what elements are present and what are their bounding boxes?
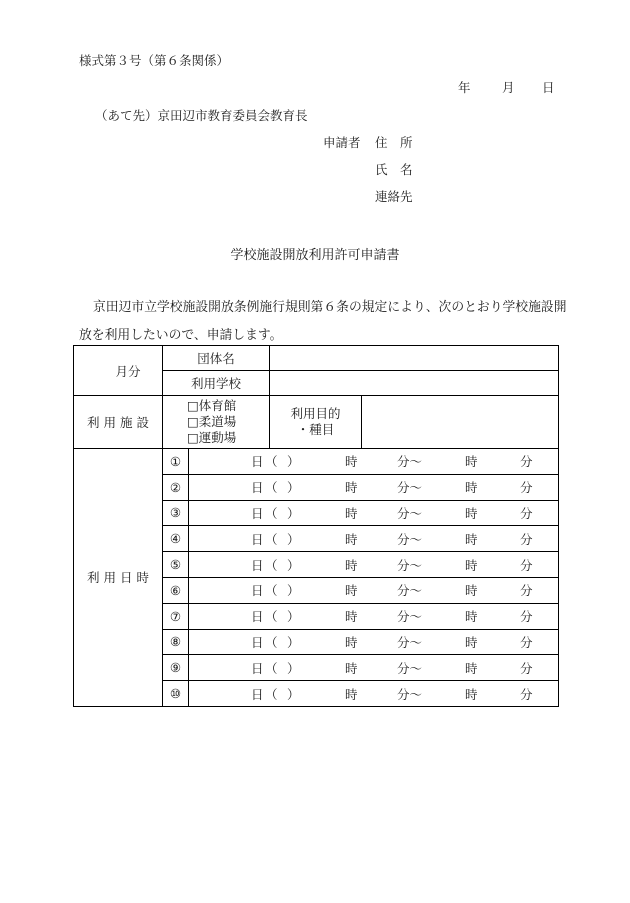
slot-end-hour-word: 時 (465, 557, 478, 573)
slot-day-word: 日 (251, 557, 264, 573)
slot-end-hour-word: 時 (465, 454, 478, 470)
slot-start-minute-word: 分～ (397, 531, 423, 547)
school-label: 利用学校 (163, 371, 270, 396)
row-number: ③ (163, 500, 189, 526)
form-number: 様式第３号（第６条関係） (79, 53, 230, 68)
slot-paren-close: ） (287, 686, 300, 702)
slot-paren-open: （ (265, 660, 278, 676)
row-number: ⑧ (163, 629, 189, 655)
slot-start-hour-word: 時 (345, 660, 358, 676)
facility-label: 利 用 施 設 (74, 396, 163, 449)
slot-paren-open: （ (265, 583, 278, 599)
slot-end-minute-word: 分 (520, 634, 533, 650)
slot-paren-open: （ (265, 557, 278, 573)
slot-start-hour-word: 時 (345, 583, 358, 599)
date-month: 月 (502, 80, 515, 95)
slot-day-word: 日 (251, 583, 264, 599)
row-number: ⑥ (163, 577, 189, 603)
purpose-label-1: 利用目的 (290, 406, 341, 421)
month-label-cell (74, 346, 163, 396)
group-name-field[interactable] (270, 346, 559, 371)
datetime-slot-field[interactable] (189, 655, 559, 681)
slot-start-hour-word: 時 (345, 634, 358, 650)
facility-option-gym[interactable]: □体育館 (187, 398, 237, 413)
slot-start-hour-word: 時 (345, 609, 358, 625)
slot-start-minute-word: 分～ (397, 660, 423, 676)
row-number: ⑩ (163, 681, 189, 707)
slot-end-minute-word: 分 (520, 583, 533, 599)
slot-day-word: 日 (251, 634, 264, 650)
slot-end-minute-word: 分 (520, 660, 533, 676)
slot-end-hour-word: 時 (465, 609, 478, 625)
slot-end-hour-word: 時 (465, 660, 478, 676)
slot-end-minute-word: 分 (520, 480, 533, 496)
slot-paren-close: ） (287, 454, 300, 470)
slot-start-minute-word: 分～ (397, 583, 423, 599)
slot-end-minute-word: 分 (520, 609, 533, 625)
row-number: ② (163, 474, 189, 500)
datetime-slot-field[interactable] (189, 577, 559, 603)
slot-day-word: 日 (251, 505, 264, 521)
slot-paren-open: （ (265, 634, 278, 650)
slot-start-minute-word: 分～ (397, 634, 423, 650)
datetime-slot-field[interactable] (189, 552, 559, 578)
slot-start-minute-word: 分～ (397, 609, 423, 625)
slot-paren-close: ） (287, 609, 300, 625)
slot-end-hour-word: 時 (465, 531, 478, 547)
slot-end-minute-word: 分 (520, 505, 533, 521)
slot-end-hour-word: 時 (465, 583, 478, 599)
row-number: ④ (163, 526, 189, 552)
facility-option-judo[interactable]: □柔道場 (187, 414, 237, 429)
date-day: 日 (542, 80, 555, 95)
slot-day-word: 日 (251, 531, 264, 547)
applicant-label: 申請者 (323, 135, 361, 150)
slot-paren-close: ） (287, 634, 300, 650)
slot-day-word: 日 (251, 660, 264, 676)
slot-end-hour-word: 時 (465, 634, 478, 650)
slot-start-minute-word: 分～ (397, 505, 423, 521)
slot-end-minute-word: 分 (520, 531, 533, 547)
group-name-label: 団体名 (163, 346, 270, 371)
slot-start-hour-word: 時 (345, 505, 358, 521)
slot-start-hour-word: 時 (345, 454, 358, 470)
applicant-contact-label: 連絡先 (375, 189, 413, 204)
datetime-slot-field[interactable] (189, 681, 559, 707)
slot-paren-open: （ (265, 686, 278, 702)
slot-start-minute-word: 分～ (397, 454, 423, 470)
facility-options (163, 396, 270, 449)
purpose-field[interactable] (362, 396, 559, 449)
slot-start-minute-word: 分～ (397, 557, 423, 573)
slot-paren-close: ） (287, 505, 300, 521)
slot-end-minute-word: 分 (520, 686, 533, 702)
slot-end-minute-word: 分 (520, 454, 533, 470)
slot-day-word: 日 (251, 686, 264, 702)
slot-paren-close: ） (287, 557, 300, 573)
row-number: ⑤ (163, 552, 189, 578)
slot-start-minute-word: 分～ (397, 686, 423, 702)
slot-day-word: 日 (251, 454, 264, 470)
body-text: 京田辺市立学校施設開放条例施行規則第６条の規定により、次のとおり学校施設開放を利用したいので、申請します。 (79, 300, 567, 343)
addressee: （あて先）京田辺市教育委員会教育長 (95, 108, 308, 123)
slot-start-hour-word: 時 (345, 557, 358, 573)
datetime-slot-field[interactable] (189, 500, 559, 526)
slot-day-word: 日 (251, 480, 264, 496)
datetime-row (74, 449, 559, 475)
application-table (73, 345, 559, 707)
purpose-label-cell (270, 396, 362, 449)
slot-day-word: 日 (251, 609, 264, 625)
datetime-slot-field[interactable] (189, 449, 559, 475)
month-label: 月分 (115, 363, 141, 379)
applicant-name-label: 氏 名 (375, 162, 413, 177)
datetime-slot-field[interactable] (189, 526, 559, 552)
applicant-address-label: 住 所 (375, 135, 413, 150)
slot-end-hour-word: 時 (465, 480, 478, 496)
row-number: ① (163, 449, 189, 475)
slot-start-hour-word: 時 (345, 686, 358, 702)
document-title: 学校施設開放利用許可申請書 (230, 248, 400, 263)
slot-paren-open: （ (265, 531, 278, 547)
datetime-slot-field[interactable] (189, 474, 559, 500)
school-field[interactable] (270, 371, 559, 396)
row-number: ⑦ (163, 603, 189, 629)
facility-option-field[interactable]: □運動場 (187, 430, 237, 445)
slot-end-minute-word: 分 (520, 557, 533, 573)
slot-paren-close: ） (287, 531, 300, 547)
datetime-slot-field[interactable] (189, 603, 559, 629)
row-number: ⑨ (163, 655, 189, 681)
slot-start-minute-word: 分～ (397, 480, 423, 496)
slot-paren-close: ） (287, 583, 300, 599)
slot-end-hour-word: 時 (465, 686, 478, 702)
slot-paren-open: （ (265, 454, 278, 470)
slot-paren-close: ） (287, 480, 300, 496)
slot-end-hour-word: 時 (465, 505, 478, 521)
date-year: 年 (458, 80, 471, 95)
purpose-label-2: ・種目 (296, 422, 335, 437)
slot-paren-open: （ (265, 505, 278, 521)
datetime-label: 利 用 日 時 (74, 449, 163, 707)
slot-paren-close: ） (287, 660, 300, 676)
slot-start-hour-word: 時 (345, 531, 358, 547)
slot-start-hour-word: 時 (345, 480, 358, 496)
slot-paren-open: （ (265, 609, 278, 625)
datetime-slot-field[interactable] (189, 629, 559, 655)
slot-paren-open: （ (265, 480, 278, 496)
